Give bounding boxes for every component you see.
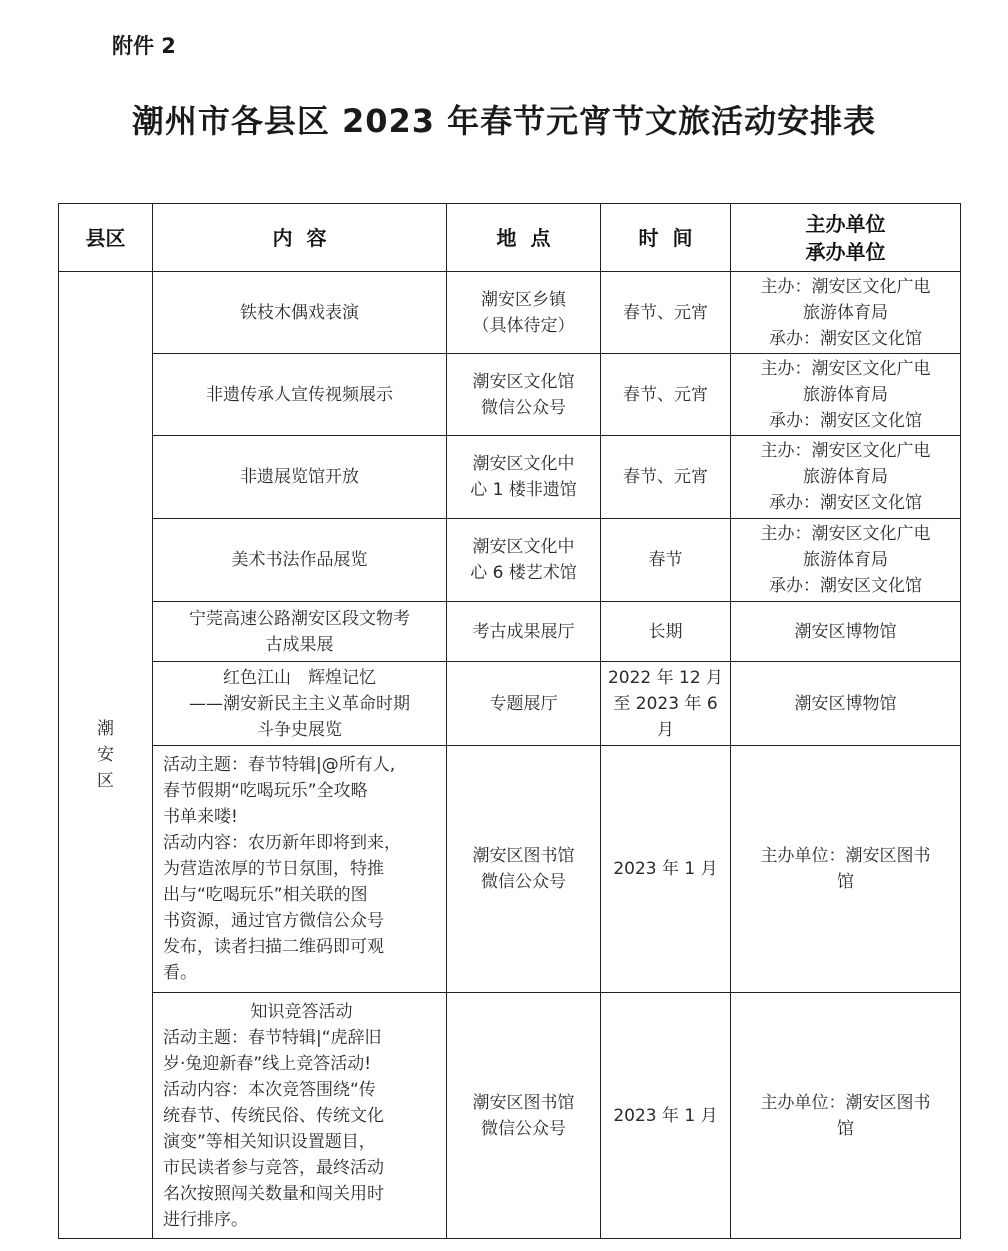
table-row xyxy=(59,436,961,519)
header-organizer-line1: 主办单位 xyxy=(805,211,886,236)
time-line: 月 xyxy=(657,719,674,740)
time-cell: 2023 年 1 月 xyxy=(601,746,731,993)
content-line: 发布，读者扫描二维码即可观 xyxy=(163,937,384,957)
county-char: 潮 xyxy=(97,719,114,739)
organizer-line: 主办单位：潮安区图书 xyxy=(760,846,931,866)
content-cell xyxy=(153,746,447,993)
organizer-line: 主办：潮安区文化广电 xyxy=(760,441,931,461)
time-line: 至 2023 年 6 xyxy=(613,693,718,714)
location-cell xyxy=(447,746,601,993)
header-county: 县区 xyxy=(59,204,153,272)
organizer-line: 承办：潮安区文化馆 xyxy=(769,410,922,431)
organizer-cell xyxy=(731,354,961,436)
content-cell xyxy=(153,602,447,662)
organizer-cell xyxy=(731,746,961,993)
location-line: （具体待定） xyxy=(472,315,575,336)
organizer-line: 承办：潮安区文化馆 xyxy=(769,328,922,349)
content-line: 知识竞答活动 xyxy=(250,1001,353,1022)
organizer-line: 主办：潮安区文化广电 xyxy=(760,276,931,297)
content-line: 红色江山 辉煌记忆 xyxy=(223,667,376,688)
organizer-cell xyxy=(731,272,961,354)
table-row xyxy=(59,662,961,746)
content-line: 出与“吃喝玩乐”相关联的图 xyxy=(163,885,368,905)
table-row xyxy=(59,354,961,436)
location-line: 潮安区文化中 xyxy=(472,454,575,474)
table-row xyxy=(59,993,961,1239)
organizer-cell xyxy=(731,436,961,519)
location-cell xyxy=(447,354,601,436)
attachment-label: 附件 2 xyxy=(112,34,176,58)
organizer-cell: 潮安区博物馆 xyxy=(731,662,961,746)
location-line: 微信公众号 xyxy=(481,872,566,892)
location-cell xyxy=(447,272,601,354)
content-line: 统春节、传统民俗、传统文化 xyxy=(163,1105,384,1126)
content-line: 活动内容：农历新年即将到来， xyxy=(163,833,401,853)
header-organizer xyxy=(731,204,961,272)
header-time: 时 间 xyxy=(601,204,731,272)
county-cell xyxy=(59,272,153,1239)
content-cell: 铁枝木偶戏表演 xyxy=(153,272,447,354)
header-location: 地 点 xyxy=(447,204,601,272)
organizer-line: 主办：潮安区文化广电 xyxy=(760,358,931,379)
content-cell xyxy=(153,993,447,1239)
header-organizer-line2: 承办单位 xyxy=(805,239,886,264)
county-char: 区 xyxy=(97,771,114,791)
content-line: 春节假期“吃喝玩乐”全攻略 xyxy=(163,781,368,801)
organizer-line: 主办单位：潮安区图书 xyxy=(760,1092,931,1113)
content-line: 活动内容：本次竞答围绕“传 xyxy=(163,1079,376,1100)
location-cell xyxy=(447,519,601,602)
organizer-line: 馆 xyxy=(837,1118,854,1139)
content-cell: 美术书法作品展览 xyxy=(153,519,447,602)
content-cell: 非遗展览馆开放 xyxy=(153,436,447,519)
organizer-line: 主办：潮安区文化广电 xyxy=(760,524,931,544)
content-line: 活动主题：春节特辑|“虎辞旧 xyxy=(163,1027,382,1048)
organizer-line: 馆 xyxy=(837,872,854,892)
organizer-line: 承办：潮安区文化馆 xyxy=(769,576,922,596)
content-cell xyxy=(153,662,447,746)
table-row xyxy=(59,272,961,354)
organizer-line: 旅游体育局 xyxy=(803,302,888,323)
table-row xyxy=(59,602,961,662)
time-cell xyxy=(601,662,731,746)
content-line: 书单来喽! xyxy=(163,807,238,827)
content-line: 活动主题：春节特辑|@所有人, xyxy=(163,755,396,775)
location-line: 微信公众号 xyxy=(481,1118,566,1139)
organizer-cell xyxy=(731,993,961,1239)
location-line: 潮安区图书馆 xyxy=(472,846,575,866)
organizer-cell: 潮安区博物馆 xyxy=(731,602,961,662)
location-cell xyxy=(447,993,601,1239)
content-line: 书资源，通过官方微信公众号 xyxy=(163,911,384,931)
content-line: 古成果展 xyxy=(265,634,334,655)
county-char: 安 xyxy=(97,745,114,765)
organizer-line: 旅游体育局 xyxy=(803,384,888,405)
location-cell: 考古成果展厅 xyxy=(447,602,601,662)
location-line: 潮安区乡镇 xyxy=(481,289,566,310)
content-cell: 非遗传承人宣传视频展示 xyxy=(153,354,447,436)
content-line: 演变”等相关知识设置题目， xyxy=(163,1131,376,1152)
time-cell: 春节、元宵 xyxy=(601,354,731,436)
location-line: 潮安区文化中 xyxy=(472,537,575,557)
organizer-line: 旅游体育局 xyxy=(803,467,888,487)
location-cell: 专题展厅 xyxy=(447,662,601,746)
time-cell: 2023 年 1 月 xyxy=(601,993,731,1239)
time-cell: 长期 xyxy=(601,602,731,662)
organizer-line: 旅游体育局 xyxy=(803,550,888,570)
location-cell xyxy=(447,436,601,519)
content-line: 进行排序。 xyxy=(163,1209,248,1230)
table-row xyxy=(59,746,961,993)
location-line: 心 1 楼非遗馆 xyxy=(470,480,577,500)
content-line: 市民读者参与竞答，最终活动 xyxy=(163,1157,384,1178)
content-line: 看。 xyxy=(163,963,197,983)
time-cell: 春节、元宵 xyxy=(601,272,731,354)
content-line: 名次按照闯关数量和闯关用时 xyxy=(163,1183,384,1204)
content-line: ——潮安新民主主义革命时期 xyxy=(189,693,410,714)
organizer-cell xyxy=(731,519,961,602)
table-header-row xyxy=(59,204,961,272)
content-line: 斗争史展览 xyxy=(257,719,342,740)
location-line: 潮安区图书馆 xyxy=(472,1092,575,1113)
content-line: 为营造浓厚的节日氛围，特推 xyxy=(163,859,384,879)
location-line: 微信公众号 xyxy=(481,397,566,418)
schedule-table xyxy=(58,203,961,1239)
content-line: 宁莞高速公路潮安区段文物考 xyxy=(189,608,410,629)
time-cell: 春节、元宵 xyxy=(601,436,731,519)
location-line: 潮安区文化馆 xyxy=(472,371,575,392)
time-cell: 春节 xyxy=(601,519,731,602)
header-content: 内 容 xyxy=(153,204,447,272)
table-row xyxy=(59,519,961,602)
time-line: 2022 年 12 月 xyxy=(607,667,724,688)
page-title: 潮州市各县区 2023 年春节元宵节文旅活动安排表 xyxy=(131,102,877,140)
location-line: 心 6 楼艺术馆 xyxy=(470,563,577,583)
content-line: 岁·兔迎新春”线上竞答活动! xyxy=(163,1053,372,1074)
organizer-line: 承办：潮安区文化馆 xyxy=(769,493,922,513)
